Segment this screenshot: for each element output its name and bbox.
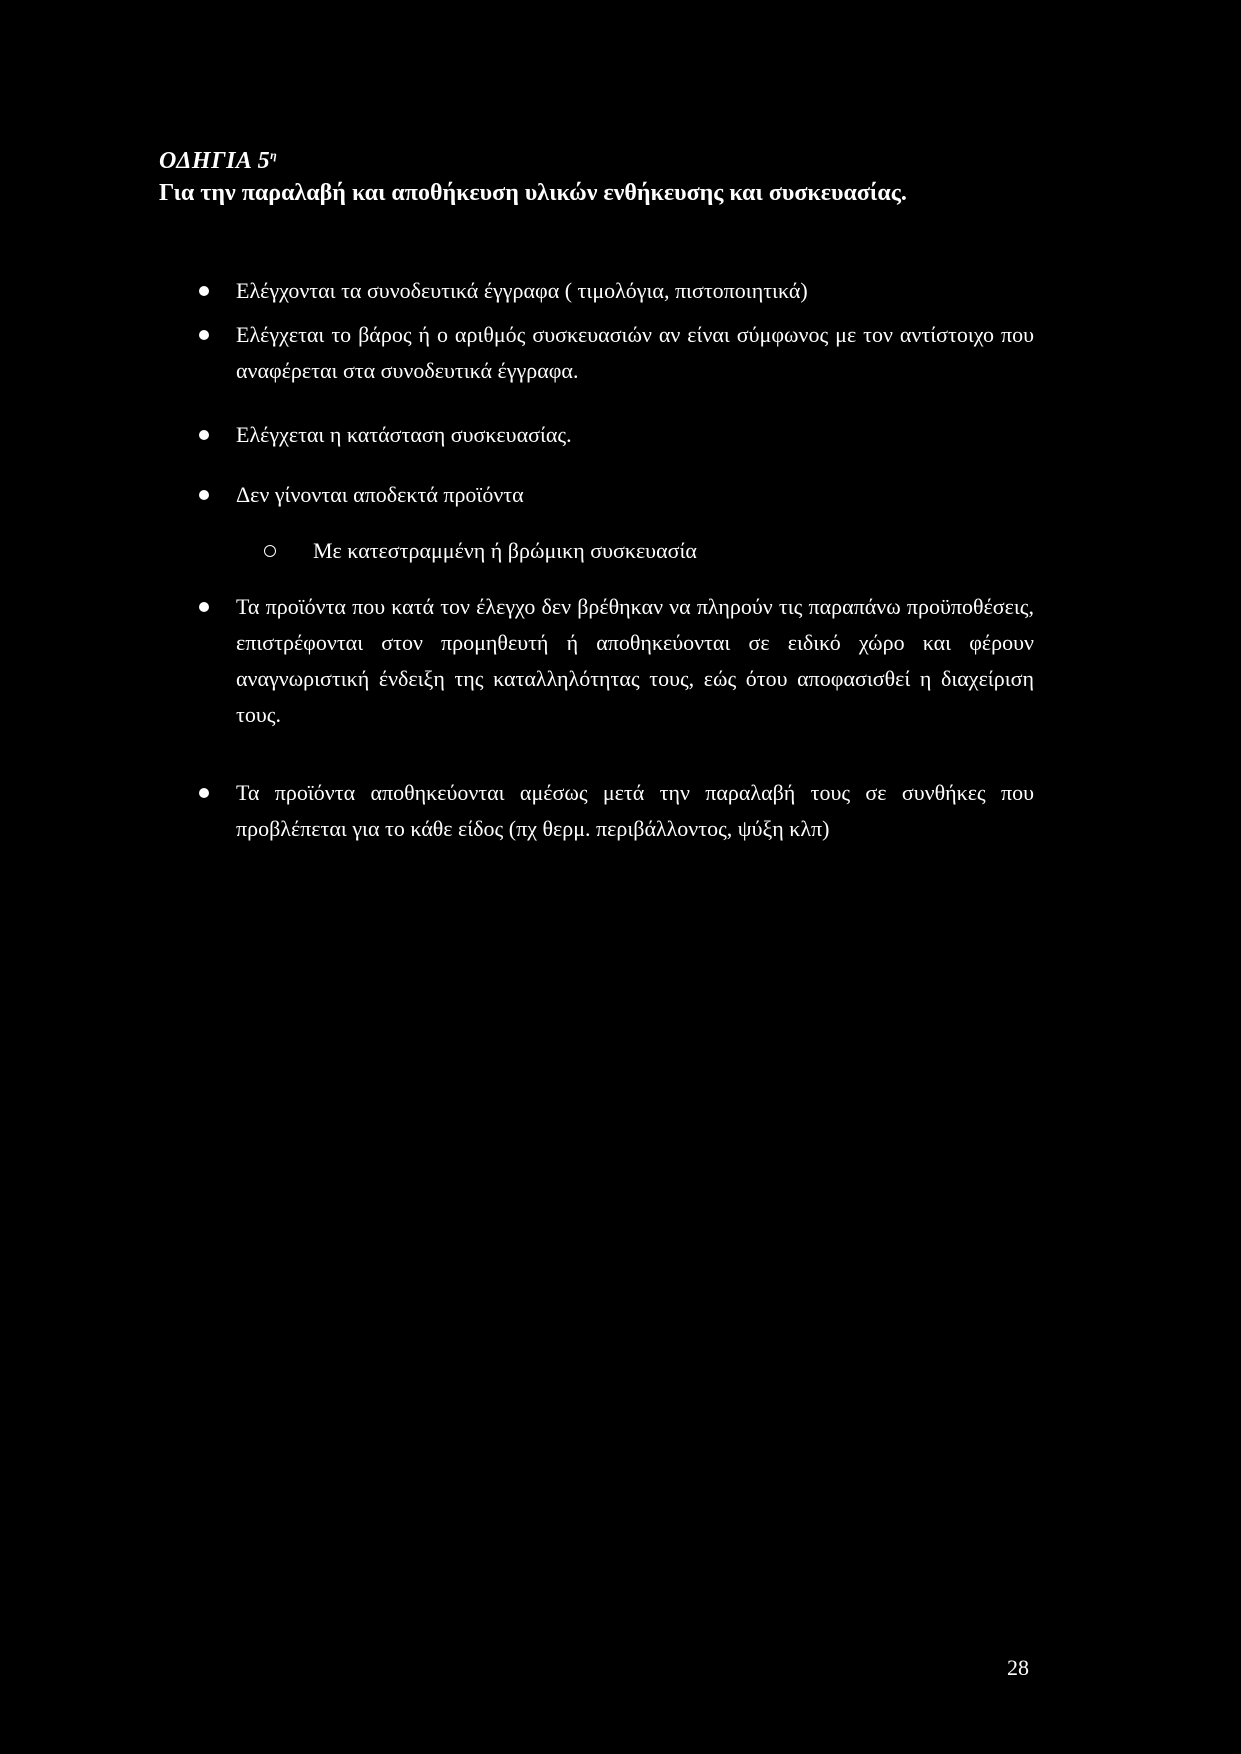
hollow-bullet-icon	[264, 545, 276, 557]
list-item-text: Ελέγχονται τα συνοδευτικά έγγραφα ( τιμολόγια, πιστοποιητικά)	[236, 278, 808, 303]
bullet-icon	[199, 602, 209, 612]
sub-list-item-text: Με κατεστραμμένη ή βρώμικη συσκευασία	[313, 538, 697, 563]
page-number: 28	[1007, 1655, 1029, 1680]
bullet-icon	[199, 430, 209, 440]
heading-text: ΟΔΗΓΙΑ 5	[159, 148, 271, 174]
list-item-text: Τα προϊόντα που κατά τον έλεγχο δεν βρέθηκαν να πληρούν τις παραπάνω προϋποθέσεις, επιστρέφονται στον προμηθευτή ή αποθηκεύονται σε ειδικό χώρο και φέρουν αναγνωριστική ένδειξη της καταλληλότητας τους, εώς ότου αποφασισθεί η διαχείριση τους.	[236, 594, 1034, 727]
bullet-icon	[199, 286, 209, 296]
bullet-icon	[199, 330, 209, 340]
list-item-text: Ελέγχεται το βάρος ή ο αριθμός συσκευασιών αν είναι σύμφωνος με τον αντίστοιχο που αναφέρεται στα συνοδευτικά έγγραφα.	[236, 322, 1034, 383]
list-item-text: Ελέγχεται η κατάσταση συσκευασίας.	[236, 422, 572, 447]
heading-ordinal-suffix: η	[270, 148, 278, 162]
section-subtitle: Για την παραλαβή και αποθήκευση υλικών ενθήκευσης και συσκευασίας.	[159, 180, 907, 206]
bullet-icon	[199, 490, 209, 500]
list-item-text: Δεν γίνονται αποδεκτά προϊόντα	[236, 482, 524, 507]
list-item-text: Τα προϊόντα αποθηκεύονται αμέσως μετά την παραλαβή τους σε συνθήκες που προβλέπεται για το κάθε είδος (πχ θερμ. περιβάλλοντος, ψύξη κλπ)	[236, 780, 1034, 841]
section-heading	[159, 148, 277, 175]
bullet-icon	[199, 788, 209, 798]
